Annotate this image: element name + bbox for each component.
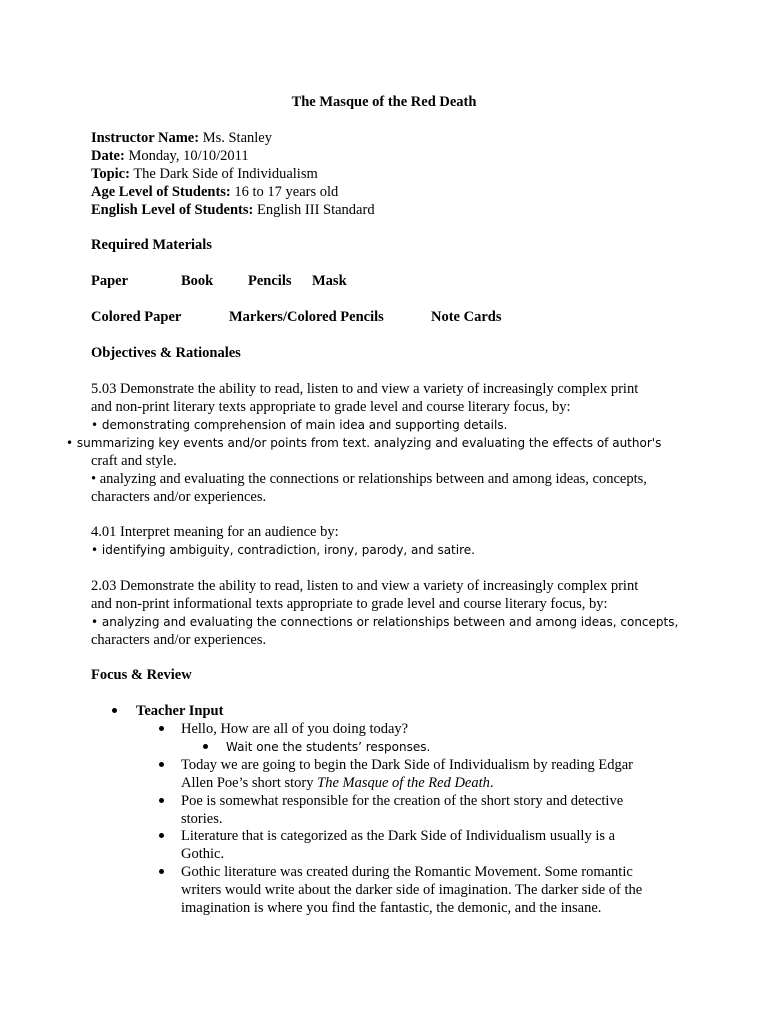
objective-bullet: • identifying ambiguity, contradiction, irony, parody, and satire. [91,543,475,557]
objective-bullet: • demonstrating comprehension of main idea and supporting details. [91,418,508,432]
english-level-line [91,201,691,219]
document-title: The Masque of the Red Death [291,94,477,110]
objective-bullet: • analyzing and evaluating the connections or relationships between and among ideas, concepts, [91,471,647,487]
bullet-icon [159,798,164,803]
instructor-value: Ms. Stanley [199,130,272,146]
materials-heading: Required Materials [91,237,212,253]
objective-bullet: • summarizing key events and/or points from text. analyzing and evaluating the effects of author's [66,436,662,450]
list-item: Hello, How are all of you doing today? [181,721,409,737]
objective-4-01 [91,523,691,559]
bullet-icon [159,869,164,874]
bullet-icon [203,744,208,749]
objective-text: 5.03 Demonstrate the ability to read, listen to and view a variety of increasingly complex print [91,381,639,397]
list-item [181,863,642,917]
objective-text: craft and style. [91,453,177,469]
english-level-value: English III Standard [253,202,375,218]
objective-text: characters and/or experiences. [91,632,267,648]
material-item: Mask [312,273,347,289]
material-item: Paper [91,273,129,289]
material-item: Colored Paper [91,309,182,325]
date-line [91,147,691,165]
teacher-input-heading: Teacher Input [136,703,224,719]
objective-text: characters and/or experiences. [91,489,267,505]
list-item-text: Gothic. [181,846,225,862]
objective-text: and non-print informational texts appropriate to grade level and course literary focus, by: [91,596,608,612]
bullet-icon [159,726,164,731]
focus-heading: Focus & Review [91,667,192,683]
material-item: Pencils [248,273,292,289]
date-value: Monday, 10/10/2011 [124,148,249,164]
objective-5-03 [91,380,691,434]
objective-bullet: • analyzing and evaluating the connections or relationships between and among ideas, concepts, [91,615,679,629]
material-item: Note Cards [431,309,502,325]
list-item-text: Literature that is categorized as the Dark Side of Individualism usually is a [181,828,616,844]
list-item [181,827,615,863]
age-line [91,183,691,201]
list-item-text: . [489,775,494,791]
material-item: Book [181,273,214,289]
topic-line [91,165,691,183]
story-title: The Masque of the Red Death [317,775,490,791]
list-item-text: Gothic literature was created during the Romantic Movement. Some romantic [181,864,633,880]
list-item-text [181,774,633,792]
list-item: Wait one the students’ responses. [226,740,431,754]
list-item-text: stories. [181,811,223,827]
list-item-text: imagination is where you find the fantastic, the demonic, and the insane. [181,900,602,916]
list-item-text: Allen Poe’s short story [181,775,318,791]
objective-2-03 [91,577,691,649]
date-label: Date: [91,148,125,164]
list-item-text: writers would write about the darker side of imagination. The darker side of the [181,882,643,898]
lesson-info [91,129,691,219]
bullet-icon [112,708,117,713]
objective-text: 4.01 Interpret meaning for an audience by: [91,524,339,540]
english-level-label: English Level of Students: [91,202,254,218]
objective-text: 2.03 Demonstrate the ability to read, listen to and view a variety of increasingly complex print [91,578,639,594]
list-item-text: Poe is somewhat responsible for the creation of the short story and detective [181,793,624,809]
material-item: Markers/Colored Pencils [229,309,384,325]
objectives-heading: Objectives & Rationales [91,345,241,361]
instructor-line [91,129,691,147]
age-value: 16 to 17 years old [230,184,339,200]
topic-value: The Dark Side of Individualism [129,166,318,182]
list-item [181,792,623,828]
age-label: Age Level of Students: [91,184,231,200]
list-item [181,756,633,792]
objective-text: and non-print literary texts appropriate to grade level and course literary focus, by: [91,399,571,415]
bullet-icon [159,762,164,767]
list-item-text: Today we are going to begin the Dark Side of Individualism by reading Edgar [181,757,633,773]
objective-5-03-cont [91,452,691,506]
bullet-icon [159,833,164,838]
instructor-label: Instructor Name: [91,130,200,146]
topic-label: Topic: [91,166,130,182]
